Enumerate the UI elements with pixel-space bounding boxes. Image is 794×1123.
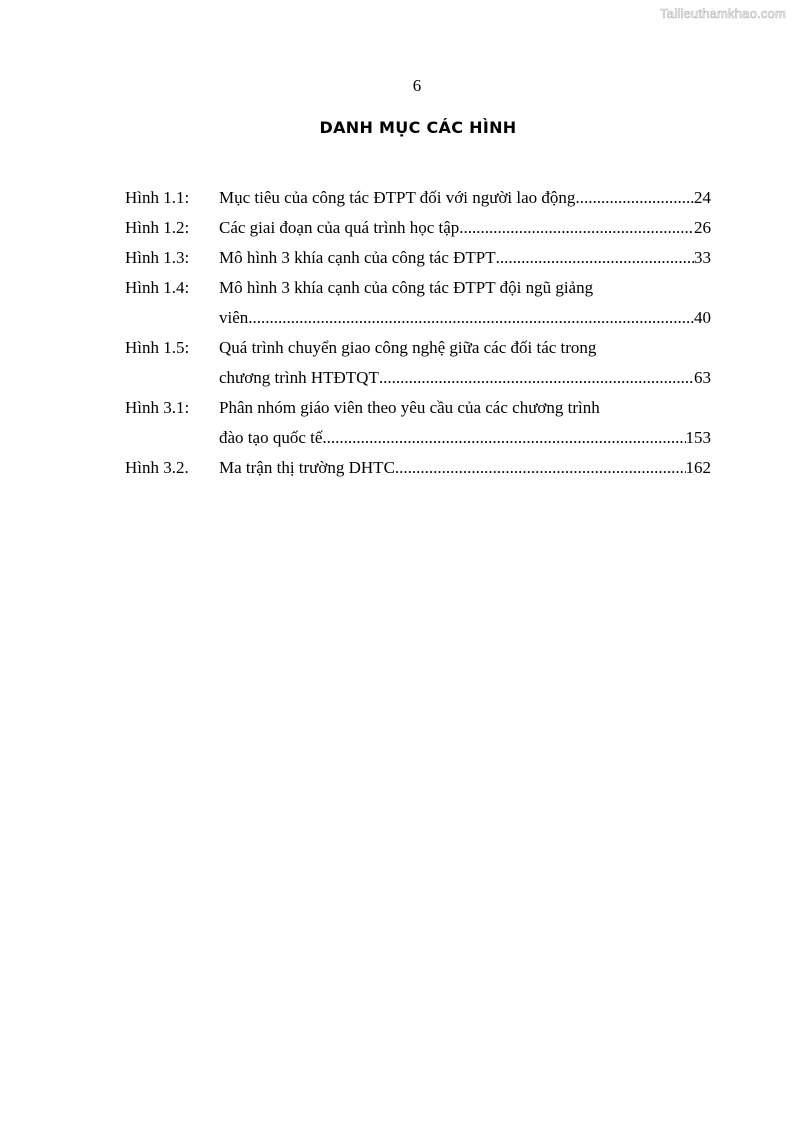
dot-leader [379, 363, 694, 393]
figure-label: Hình 3.2. [125, 458, 189, 477]
figure-label: Hình 1.2: [125, 218, 190, 237]
page-ref: 26 [694, 218, 711, 237]
dot-leader [575, 183, 694, 213]
figure-list [125, 183, 711, 483]
figure-caption-line1: Mô hình 3 khía cạnh của công tác ĐTPT đội ngũ giảng [219, 278, 594, 297]
figure-caption: chương trình HTĐTQT [219, 368, 379, 387]
figure-caption: đào tạo quốc tế [219, 428, 323, 447]
figure-entry[interactable] [125, 273, 711, 333]
figure-caption-block [219, 333, 711, 393]
dot-leader [322, 423, 685, 453]
figure-entry[interactable] [125, 393, 711, 453]
page-ref: 153 [685, 428, 711, 447]
page-number: 6 [412, 76, 422, 95]
figure-caption: Ma trận thị trường DHTC [219, 458, 395, 477]
figure-entry[interactable] [125, 333, 711, 393]
figure-entry[interactable] [125, 453, 711, 483]
figure-caption-block [219, 453, 711, 483]
figure-caption-line1: Quá trình chuyển giao công nghệ giữa các đối tác trong [219, 338, 597, 357]
dot-leader [248, 303, 694, 333]
page-title: DANH MỤC CÁC HÌNH [319, 118, 517, 137]
figure-caption: Mục tiêu của công tác ĐTPT đối với người lao động [219, 188, 576, 207]
figure-label: Hình 1.5: [125, 338, 190, 357]
figure-label: Hình 3.1: [125, 398, 190, 417]
figure-label: Hình 1.1: [125, 188, 190, 207]
figure-caption-block [219, 243, 711, 273]
figure-caption-block [219, 213, 711, 243]
dot-leader [395, 453, 686, 483]
figure-caption-block [219, 273, 711, 333]
figure-entry[interactable] [125, 213, 711, 243]
figure-entry[interactable] [125, 243, 711, 273]
figure-caption-block [219, 183, 711, 213]
figure-entry[interactable] [125, 183, 711, 213]
figure-caption-line1: Phân nhóm giáo viên theo yêu cầu của các chương trình [219, 398, 600, 417]
page-ref: 162 [685, 458, 711, 477]
figure-label: Hình 1.3: [125, 248, 190, 267]
figure-caption: Các giai đoạn của quá trình học tập [219, 218, 460, 237]
figure-label: Hình 1.4: [125, 278, 190, 297]
page-ref: 63 [694, 368, 711, 387]
figure-caption: Mô hình 3 khía cạnh của công tác ĐTPT [219, 248, 496, 267]
dot-leader [496, 243, 694, 273]
watermark-text: Tailieuthamkhao.com [660, 6, 786, 21]
page-ref: 24 [694, 188, 711, 207]
page-ref: 40 [694, 308, 711, 327]
figure-caption: viên [219, 308, 249, 327]
figure-caption-block [219, 393, 711, 453]
dot-leader [459, 213, 694, 243]
page-ref: 33 [694, 248, 711, 267]
